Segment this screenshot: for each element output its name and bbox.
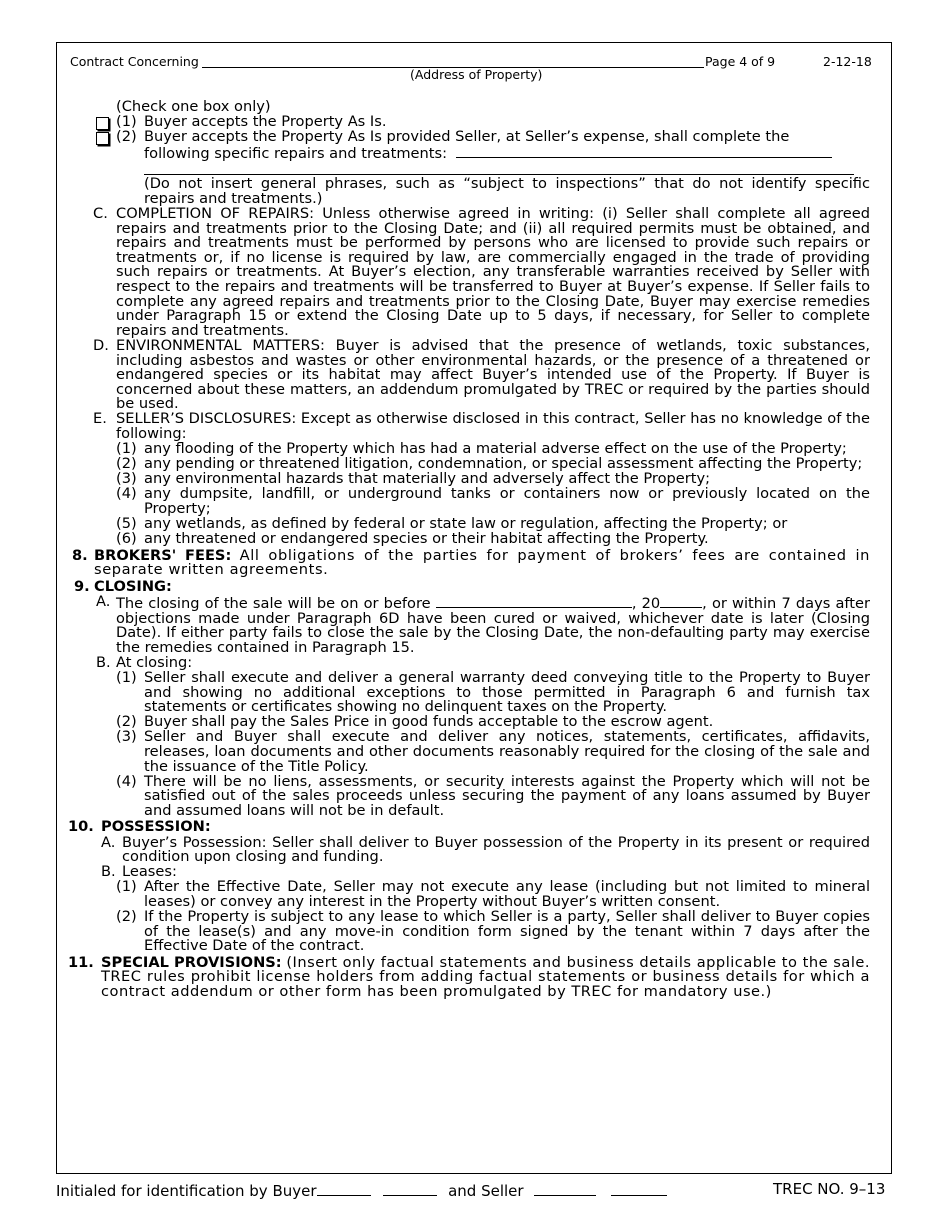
address-caption: (Address of Property) bbox=[410, 67, 543, 82]
buyer-initial-2[interactable] bbox=[383, 1181, 437, 1196]
option-2-checkbox[interactable] bbox=[96, 132, 109, 145]
section-8-brokers-fees: 8. BROKERS' FEES: All obligations of the parties for payment of brokers’ fees are contained in separate written agreements. bbox=[72, 546, 870, 579]
page-number: Page 4 of 9 bbox=[705, 54, 776, 69]
closing-date-field[interactable] bbox=[436, 595, 632, 608]
disclosure-item: (6) any threatened or endangered species or their habitat affecting the Property. bbox=[116, 530, 709, 548]
section-10b-leases: B. Leases: bbox=[101, 863, 177, 881]
para-c-completion-of-repairs: C. COMPLETION OF REPAIRS: Unless otherwise agreed in writing: (i) Seller shall complete all agreed repairs and treatments prior to the Closing Date; and (ii) all required permits must be obtained, and repairs and treatments must be performed by persons who are licensed to provide such repairs or treatments or, if no license is required by law, are commercially engaged in the trade of providing such repairs or treatments. At Buyer’s election, any transferable warranties received by Seller with respect to the repairs and treatments will be transferred to Buyer at Buyer’s expense. If Seller fails to complete any agreed repairs and treatments prior to the Closing Date, Buyer may exercise remedies under Paragraph 15 or extend the Closing Date up to 5 days, if necessary, for Seller to complete repairs and treatments. bbox=[93, 205, 870, 339]
disclosure-item: (2) any pending or threatened litigation, condemnation, or special assessment affecting the Property; bbox=[116, 455, 863, 473]
section-9-closing-heading: 9. CLOSING: bbox=[74, 577, 172, 595]
lease-item: (1) After the Effective Date, Seller may not execute any lease (including but not limited to mineral leases) or convey any interest in the Property without Buyer’s written consent. bbox=[116, 878, 870, 910]
disclosure-item: (1) any flooding of the Property which has had a material adverse effect on the use of the Property; bbox=[116, 440, 847, 458]
contract-concerning-label: Contract Concerning bbox=[70, 54, 199, 69]
special-provisions-area[interactable] bbox=[60, 1060, 888, 1168]
closing-item: (1) Seller shall execute and deliver a general warranty deed conveying title to the Property to Buyer and showing no additional exceptions to those permitted in Paragraph 6 and furnish tax statements or certificates showing no delinquent taxes on the Property. bbox=[116, 668, 870, 716]
seller-initial-1[interactable] bbox=[534, 1181, 596, 1196]
check-one-note: (Check one box only) bbox=[116, 98, 271, 115]
repairs-field-line-2[interactable] bbox=[144, 162, 854, 175]
seller-initial-2[interactable] bbox=[611, 1181, 667, 1196]
option-1-checkbox[interactable] bbox=[96, 117, 109, 130]
disclosure-item: (3) any environmental hazards that materially and adversely affect the Property; bbox=[116, 470, 711, 488]
closing-year-field[interactable] bbox=[660, 595, 702, 608]
section-9b-at-closing: B. At closing: bbox=[96, 653, 193, 671]
buyer-initial-1[interactable] bbox=[317, 1181, 371, 1196]
para-d-environmental-matters: D. ENVIRONMENTAL MATTERS: Buyer is advised that the presence of wetlands, toxic substances, including asbestos and wastes or other environmental hazards, or the presence of a threatened or endangered species or its habitat may affect Buyer’s intended use of the Property. If Buyer is concerned about these matters, an addendum promulgated by TREC or required by the parties should be used. bbox=[93, 336, 870, 413]
closing-item: (2) Buyer shall pay the Sales Price in good funds acceptable to the escrow agent. bbox=[116, 713, 714, 731]
contract-body bbox=[0, 100, 950, 1000]
section-10-possession-heading: 10. POSSESSION: bbox=[68, 818, 211, 836]
closing-item: (4) There will be no liens, assessments, or security interests against the Property which will not be satisfied out of the sales proceeds unless securing the payment of any loans assumed by Buyer and assumed loans will not be in default. bbox=[116, 772, 870, 819]
disclosure-item: (5) any wetlands, as defined by federal or state law or regulation, affecting the Property; or bbox=[116, 515, 788, 533]
lease-item: (2) If the Property is subject to any lease to which Seller is a party, Seller shall deliver to Buyer copies of the lease(s) and any move-in condition form signed by the tenant within 7 days after the Effective Date of the contract. bbox=[116, 907, 870, 955]
form-date: 2-12-18 bbox=[823, 54, 872, 69]
repairs-field-line-1[interactable] bbox=[456, 145, 832, 158]
option-1: (1) Buyer accepts the Property As Is. bbox=[0, 115, 950, 130]
section-10a-buyers-possession: A. Buyer’s Possession: Seller shall deliver to Buyer possession of the Property in its present or required condition upon closing and funding. bbox=[101, 833, 870, 866]
para-e-sellers-disclosures: E. SELLER’S DISCLOSURES: Except as otherwise disclosed in this contract, Seller has no knowledge of the following: bbox=[93, 410, 870, 442]
trec-form-number: TREC NO. 9–13 bbox=[773, 1180, 886, 1198]
disclosure-item: (4) any dumpsite, landfill, or underground tanks or containers now or previously located on the Property; bbox=[116, 485, 870, 517]
section-9a-closing-date: A. The closing of the sale will be on or before , 20 , or within 7 days after objections made under Paragraph 6D have been cured or waived, whichever date is later (Closing Date). If either party fails to close the sale by the Closing Date, the non-defaulting party may exercise the remedies contained in Paragraph 15. bbox=[96, 593, 870, 656]
section-11-special-provisions: 11. SPECIAL PROVISIONS: (Insert only factual statements and business details applicable to the sale. TREC rules prohibit license holders from adding factual statements or business details for which a contract addendum or other form has been promulgated by TREC for mandatory use.) bbox=[68, 953, 871, 1000]
option-note: (Do not insert general phrases, such as “subject to inspections” that do not identify specific repairs and treatments.) bbox=[144, 175, 870, 207]
closing-item: (3) Seller and Buyer shall execute and deliver any notices, statements, certificates, affidavits, releases, loan documents and other documents reasonably required for the closing of the sale and the issuance of the Title Policy. bbox=[116, 728, 870, 775]
option-2: (2) Buyer accepts the Property As Is provided Seller, at Seller’s expense, shall complete the following specific repairs and treatments: bbox=[0, 130, 854, 161]
footer-initials: Initialed for identification by Buyer and Seller bbox=[56, 1181, 667, 1200]
